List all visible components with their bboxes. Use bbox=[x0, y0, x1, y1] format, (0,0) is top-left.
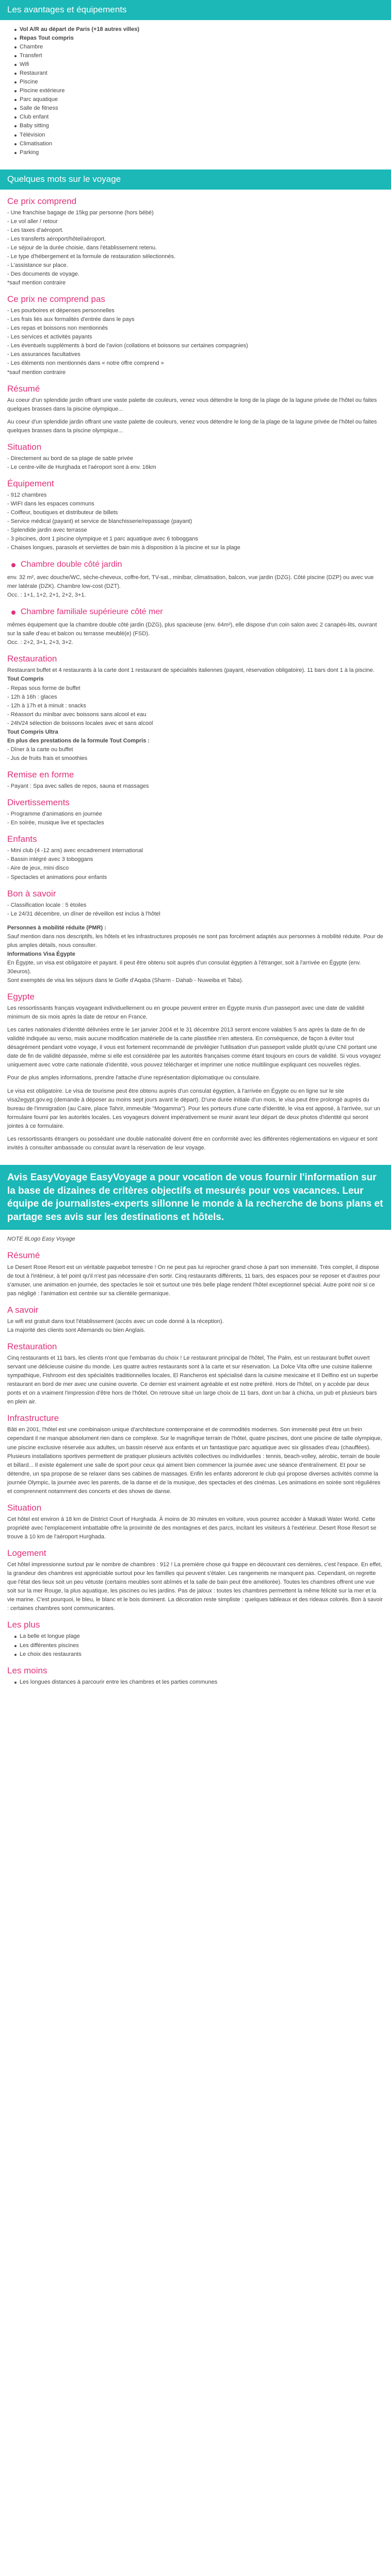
text-line: - 912 chambres bbox=[7, 492, 47, 499]
remise-forme-lines bbox=[7, 782, 384, 791]
heading-egypte: Egypte bbox=[7, 992, 35, 1002]
avis-title: Avis EasyVoyage EasyVoyage a pour vocation de vous fournir l'information sur la base de dizaines de critères objectifs et mesurés pour vos vacances. Leur équipe de journalistes-experts sillonne le monde à la recherche de bons plans et partage ses avis sur les destinations et hôtels. bbox=[7, 1172, 383, 1223]
text-line: - L'assistance sur place. bbox=[7, 262, 68, 268]
text-line: - Repas sous forme de buffet bbox=[7, 685, 80, 691]
tout-compris-label: Tout Compris bbox=[7, 676, 44, 683]
heading-restauration: Restauration bbox=[7, 654, 57, 664]
text-line: La majorité des clients sont Allemands ou bien Anglais. bbox=[7, 1327, 145, 1333]
text-line: mêmes équipement que la chambre double côté jardin (DZG), plus spacieuse (env. 64m²), elle dispose d'un coin salon avec 2 canapés-lits, ouvrant sur la salle d'eau et balcon ou terrasse meublé(e) (FSD). bbox=[7, 622, 377, 637]
prix-comprend-lines bbox=[7, 209, 384, 287]
egypte-paragraphs bbox=[7, 1004, 384, 1153]
text-line: - 12h à 17h et à minuit : snacks bbox=[7, 702, 86, 709]
section-band-avis bbox=[0, 1165, 391, 1230]
equipment-item: Climatisation bbox=[20, 140, 384, 148]
section-band-avantages bbox=[0, 0, 391, 20]
a-savoir-lines bbox=[7, 1317, 384, 1335]
equipment-item: Piscine extérieure bbox=[20, 87, 384, 95]
text-line: *sauf mention contraire bbox=[7, 369, 66, 376]
section-title: Les avantages et équipements bbox=[7, 5, 127, 14]
restauration-intro: Restaurant buffet et 4 restaurants à la carte dont 1 restaurant de spécialités italiennes (payant, réservation obligatoire). 11 bars dont 1 à la piscine. bbox=[7, 667, 374, 674]
paragraph: Au coeur d'un splendide jardin offrant une vaste palette de couleurs, venez vous détendre le long de la plage de la lagune privée de l'hôtel ou faites quelques brasses dans la piscine olympique... bbox=[7, 418, 377, 434]
resume-2-text: Le Desert Rose Resort est un véritable paquebot terrestre ! On ne peut pas lui reprocher grand chose à part son immensité. Très complet, il dispose de tout à l'intérieur, à tel point qu'il n'est pas nécessaire d'en sortir. Cinq restaurants différents, 11 bars, des espaces pour se reposer et d'autres pour s'amuser, une animation en journée, des spectacles le soir et surtout une très belle plage rendent l'hôtel exceptionnel spécial. Autre point noir si ce pas négligé : l'animation est centrée sur sa clientèle germanique. bbox=[7, 1264, 381, 1297]
heading-situation: Situation bbox=[7, 442, 42, 452]
text-line: Occ. : 1+1, 1+2, 2+1, 2+2, 3+1. bbox=[7, 592, 86, 599]
tout-compris-ultra-intro: En plus des prestations de la formule Tout Compris : bbox=[7, 737, 150, 744]
chambre-double-lines bbox=[7, 573, 384, 600]
restauration-2-text: Cinq restaurants et 11 bars, les clients n'ont que l'embarras du choix ! Le restaurant principal de l'hôtel, The Palm, est un restaurant buffet ouvert servant une délicieuse cuisine du monde. Les quatre autres restaurants sont à la carte et sur réservation. La Dolce Vita offre une cuisine italienne sympathique, Fishroom est des spécialités traditionnelles locales, El Rancheros est spécialisé dans la cuisine mexicaine et Il Delfino est un superbe restaurant en bord de mer avec une cuisine ouverte. Ce dernier est vraiment agréable et est notre préféré. Hors de l'hôtel, on y accède par deux ponts et on a vraiment l'impression d'être hors de l'hôtel. On retrouve situé un large choix de 11 bars, dont un bar à chicha, un pub et plusieurs bars en plein air. bbox=[7, 1355, 379, 1405]
list-item: Les longues distances à parcourir entre les chambres et les parties communes bbox=[20, 1678, 384, 1687]
note-logo: NOTE 8Logo Easy Voyage bbox=[7, 1236, 75, 1243]
heading-les-moins: Les moins bbox=[7, 1665, 47, 1675]
resume-paragraphs bbox=[7, 396, 384, 435]
equipment-item: Parking bbox=[20, 148, 384, 157]
chambre-familiale-title: Chambre familiale supérieure côté mer bbox=[21, 607, 163, 617]
pmr-text: Sauf mention dans nos descriptifs, les hôtels et les infrastructures proposés ne sont pas forcément adaptés aux personnes à mobilité réduite. Pour de plus amples détails, nous consulter. bbox=[7, 933, 383, 948]
text-line: - Les assurances facultatives bbox=[7, 351, 80, 358]
text-line: - Payant : Spa avec salles de repos, sauna et massages bbox=[7, 783, 149, 790]
heading-a-savoir: A savoir bbox=[7, 1304, 39, 1315]
text-line: - Mini club (4 -12 ans) avec encadrement international bbox=[7, 848, 143, 854]
divertissements-lines bbox=[7, 810, 384, 827]
heading-chambre-familiale bbox=[7, 606, 384, 619]
heading-enfants: Enfants bbox=[7, 834, 37, 844]
heading-equipement: Équipement bbox=[7, 479, 54, 489]
text-line: - 12h à 16h : glaces bbox=[7, 693, 57, 700]
section-title: Quelques mots sur le voyage bbox=[7, 174, 121, 184]
heading-prix-ne-comprend: Ce prix ne comprend pas bbox=[7, 294, 105, 304]
equipment-item: Restaurant bbox=[20, 69, 384, 78]
text-line: - Les services et activités payants bbox=[7, 334, 92, 341]
text-line: - Chaises longues, parasols et serviettes de bain mis à disposition à la piscine et sur la plage bbox=[7, 545, 240, 551]
visa-text: En Égypte, un visa est obligatoire et payant. Il peut être obtenu soit auprès d'un consulat égyptien à l'étranger, soit à l'arrivée en Égypte (env. 30euros). bbox=[7, 959, 361, 975]
text-line: - Les transferts aéroport/hôtel/aéroport. bbox=[7, 235, 106, 242]
text-line: - Classification locale : 5 étoiles bbox=[7, 902, 87, 908]
text-line: - 24h/24 sélection de boissons locales avec et sans alcool bbox=[7, 720, 153, 726]
paragraph: Au coeur d'un splendide jardin offrant une vaste palette de couleurs, venez vous détendre le long de la plage de la lagune privée de l'hôtel ou faites quelques brasses dans la piscine olympique... bbox=[7, 397, 377, 412]
bullet-dot-icon bbox=[11, 611, 15, 615]
equipment-item: Baby sitting bbox=[20, 122, 384, 130]
heading-remise-forme: Remise en forme bbox=[7, 769, 74, 779]
paragraph: Les cartes nationales d'identité délivrées entre le 1er janvier 2004 et le 31 décembre 2013 seront encore valables 5 ans après la date de fin de validité indiquée au verso, mais aucune modification matérielle de la carte plastifiée n'en attestera. En conséquence, de façon à éviter tout désagrément pendant votre voyage, il vous est fortement recommandé de privilégier l'utilisation d'un passeport valide plutôt qu'une CNI portant une date de fin de validité dépassée, même si elle est considérée par les autorités françaises comme étant toujours en cours de validité. Si vous voyagez uniquement avec votre carte nationale d'identité, vous pouvez télécharger et imprimer une notice multilingue expliquant ces nouvelles règles. bbox=[7, 1027, 381, 1069]
tout-compris-lines bbox=[7, 684, 384, 728]
chambre-familiale-lines bbox=[7, 621, 384, 647]
equipment-item: Wifi bbox=[20, 60, 384, 69]
text-line: - Le 24/31 décembre, un dîner de réveillon est inclus à l'hôtel bbox=[7, 910, 160, 917]
visa-title: Informations Visa Égypte bbox=[7, 951, 75, 957]
equipments-section bbox=[0, 25, 391, 157]
infrastructure-text: Bâti en 2001, l'hôtel est une combinaison unique d'architecture contemporaine et de commodités modernes. Son immensité peut être un frein cependant il ne manque absolument rien dans ce complexe. Sur le magnifique terrain de l'hôtel, quatre piscines, dont une piscine de taille olympique, une piscine exclusive réservée aux adultes, un bassin réservé aux enfants et un fantastique parc aquatique avec six glissades d'eau (chauffées). Plusieurs installations sportives permettent de pratiquer plusieurs activités collectives ou individuelles : tennis, beach-volley, aérobic, terrain de boule et billard... Il existe également une salle de sport pour ceux qui aiment bien commencer la journée avec une séance d'entraînement. Et pour se détendre, un spa propose de se relaxer dans ses cabines de massages. Enfin les enfants adoreront le club qui propose diverses activités comme la journée Olympic, la journée avec les parents, de la danse et de la musique, des spectacles et des cinémas. Les animations en soirée sont régulières et comprennent notamment des concerts et des shows de danse. bbox=[7, 1427, 382, 1495]
text-line: - Les pourboires et dépenses personnelles bbox=[7, 308, 115, 314]
enfants-lines bbox=[7, 846, 384, 882]
tout-compris-ultra-label: Tout Compris Ultra bbox=[7, 728, 58, 735]
equipment-item: Salle de fitness bbox=[20, 104, 384, 113]
heading-situation-2: Situation bbox=[7, 1502, 42, 1513]
paragraph: Les ressortissants français voyageant individuellement ou en groupe peuvent entrer en Égypte munis d'un passeport avec une date de validité minimum de six mois après la date de retour en France. bbox=[7, 1005, 365, 1021]
paragraph: Le visa est obligatoire. Le visa de tourisme peut être obtenu auprès d'un consulat égyptien, à l'arrivée en Égypte ou en ligne sur le site visa2egypt.gov.eg (demande à déposer au moins sept jours avant le départ). D'une durée initiale d'un mois, le visa peut être prolongé auprès du bureau de l'immigration (au Caire, place Tahrir, immeuble "Mogamma"). Pour les porteurs d'une carte d'identité, le visa est apposé, à l'arrivée, sur un formulaire fourni par les autorités locales. Les voyageurs doivent impérativement se munir avant leur départ de deux photos d'identité qui seront jointes à ce formulaire. bbox=[7, 1088, 380, 1129]
text-line: - 3 piscines, dont 1 piscine olympique et 1 parc aquatique avec 6 toboggans bbox=[7, 536, 198, 543]
heading-les-plus: Les plus bbox=[7, 1620, 40, 1630]
text-line: - Directement au bord de sa plage de sable privée bbox=[7, 455, 133, 462]
equipment-item: Parc aquatique bbox=[20, 95, 384, 104]
list-item: Les différentes piscines bbox=[20, 1641, 384, 1650]
heading-resume: Résumé bbox=[7, 383, 40, 394]
equipment-item: Vol A/R au départ de Paris (+18 autres villes) bbox=[20, 25, 384, 34]
heading-infrastructure: Infrastructure bbox=[7, 1413, 59, 1423]
list-item: Le choix des restaurants bbox=[20, 1650, 384, 1659]
text-line: - Dîner à la carte ou buffet bbox=[7, 746, 73, 753]
logement-text: Cet hôtel impressionne surtout par le nombre de chambres : 912 ! La première chose qui frappe en découvrant ces dernières, c'est l'espace. En effet, la grandeur des chambres est appréciable surtout pour les familles qui peuvent s'étaler. Les rangements ne manquent pas. Cependant, on regrette que l'état des lieux soit un peu vétuste (certains meubles sont abîmés et la salle de bain peut être améliorée). Toutes les chambres offrent une vue soit sur la mer Rouge, la plus aquatique, les piscines ou les jardins. Pas de jaloux : toutes les chambres permettent la même félicité sur la mer et la vie marine. C'est pourquoi, le bleu, le blanc et le bois dominent. La décoration reste simpliste : quelques tableaux et des rideaux colorés. Bon à savoir : certaines chambres sont communicantes. bbox=[7, 1562, 383, 1612]
heading-restauration-2: Restauration bbox=[7, 1341, 57, 1351]
text-line: Occ. : 2+2, 3+1, 2+3, 3+2. bbox=[7, 639, 73, 646]
heading-logement: Logement bbox=[7, 1548, 46, 1558]
paragraph: Pour de plus amples informations, prendre l'attache d'une représentation diplomatique ou consulaire. bbox=[7, 1075, 260, 1081]
chambre-double-title: Chambre double côté jardin bbox=[21, 560, 122, 569]
equipment-item: Transfert bbox=[20, 52, 384, 60]
les-moins-list bbox=[7, 1678, 384, 1687]
text-line: - Jus de fruits frais et smoothies bbox=[7, 755, 88, 761]
trip-details bbox=[0, 196, 391, 1153]
bon-savoir-lines bbox=[7, 901, 384, 919]
heading-resume-2: Résumé bbox=[7, 1250, 40, 1261]
text-line: - Service médical (payant) et service de blanchisserie/repassage (payant) bbox=[7, 518, 192, 525]
equipment-item: Télévision bbox=[20, 131, 384, 140]
text-line: - Le centre-ville de Hurghada et l'aéroport sont à env. 16km bbox=[7, 464, 156, 470]
text-line: - En soirée, musique live et spectacles bbox=[7, 820, 104, 826]
text-line: - Les éventuels suppléments à bord de l'avion (collations et boissons sur certaines compagnies) bbox=[7, 343, 248, 349]
text-line: - Les éléments non mentionnés dans « notre offre comprend » bbox=[7, 360, 164, 367]
text-line: - Les frais liés aux formalités d'entrée dans le pays bbox=[7, 316, 135, 323]
text-line: - Des documents de voyage. bbox=[7, 271, 80, 277]
text-line: - Les repas et boissons non mentionnés bbox=[7, 325, 108, 332]
text-line: - Réassort du minibar avec boissons sans alcool et eau bbox=[7, 711, 146, 718]
paragraph: Les ressortissants étrangers ou possédant une double nationalité doivent être en conformité avec les différentes réglementations en vigueur et sont invités à consulter ambassade ou consulat avant la réservation de leur voyage. bbox=[7, 1136, 378, 1151]
situation-lines bbox=[7, 454, 384, 472]
text-line: - Bassin intégré avec 3 toboggans bbox=[7, 856, 93, 863]
text-line: - Le séjour de la durée choisie, dans l'établissement retenu. bbox=[7, 244, 157, 251]
prix-ne-comprend-lines bbox=[7, 307, 384, 377]
review-section bbox=[0, 1235, 391, 1686]
les-plus-list bbox=[7, 1632, 384, 1658]
section-band-voyage bbox=[0, 170, 391, 190]
text-line: - Splendide jardin avec terrasse bbox=[7, 527, 87, 534]
visa-note: Sont exemptés de visa les séjours dans le Golfe d'Aqaba (Sharm - Dahab - Nuweiba et Taba). bbox=[7, 977, 243, 984]
text-line: - Aire de jeux, mini disco bbox=[7, 865, 69, 872]
tout-compris-ultra-lines bbox=[7, 745, 384, 763]
text-line: - Une franchise bagage de 15kg par personne (hors bébé) bbox=[7, 209, 154, 216]
situation-2-text: Cet hôtel est environ à 18 km de District Court of Hurghada. À moins de 30 minutes en voiture, vous pourrez accéder à Makadi Water World. Cette propriété avec l'emplacement imbattable offre la proximité de des montagnes et des parcs, incitant les visiteurs à l'extérieur. Desert Rose Resort se trouve à 10 km de l'aéroport Hurghada. bbox=[7, 1516, 377, 1540]
equipment-item: Club enfant bbox=[20, 113, 384, 122]
heading-chambre-double bbox=[7, 558, 384, 571]
heading-divertissements: Divertissements bbox=[7, 798, 70, 808]
text-line: env. 32 m², avec douche/WC, sèche-cheveux, coffre-fort, TV-sat., minibar, climatisation, balcon, vue jardin (DZG). Côté piscine (DZP) ou avec vue mer latérale (DZK). Chambre low-cost (DZT). bbox=[7, 574, 374, 590]
text-line: - Le vol aller / retour bbox=[7, 218, 58, 225]
equipments-list bbox=[7, 25, 384, 157]
text-line: - WIFI dans les espaces communs bbox=[7, 501, 94, 507]
text-line: - Les taxes d'aéroport. bbox=[7, 227, 64, 233]
text-line: - Le type d'hébergement et la formule de restauration sélectionnés. bbox=[7, 253, 176, 260]
text-line: Le wifi est gratuit dans tout l'établissement (accès avec un code donné à la réception). bbox=[7, 1318, 224, 1325]
text-line: - Coiffeur, boutiques et distributeur de billets bbox=[7, 510, 118, 516]
equipment-item: Chambre bbox=[20, 43, 384, 52]
pmr-title: Personnes à mobilité réduite (PMR) : bbox=[7, 924, 106, 931]
heading-prix-comprend: Ce prix comprend bbox=[7, 196, 77, 206]
equipment-item: Piscine bbox=[20, 78, 384, 87]
heading-bon-savoir: Bon à savoir bbox=[7, 888, 56, 899]
text-line: *sauf mention contraire bbox=[7, 280, 66, 286]
text-line: - Programme d'animations en journée bbox=[7, 811, 102, 818]
equipment-item: Repas Tout compris bbox=[20, 34, 384, 43]
equipement-lines bbox=[7, 491, 384, 552]
bullet-dot-icon bbox=[11, 563, 15, 567]
list-item: La belle et longue plage bbox=[20, 1632, 384, 1641]
text-line: - Spectacles et animations pour enfants bbox=[7, 874, 107, 880]
